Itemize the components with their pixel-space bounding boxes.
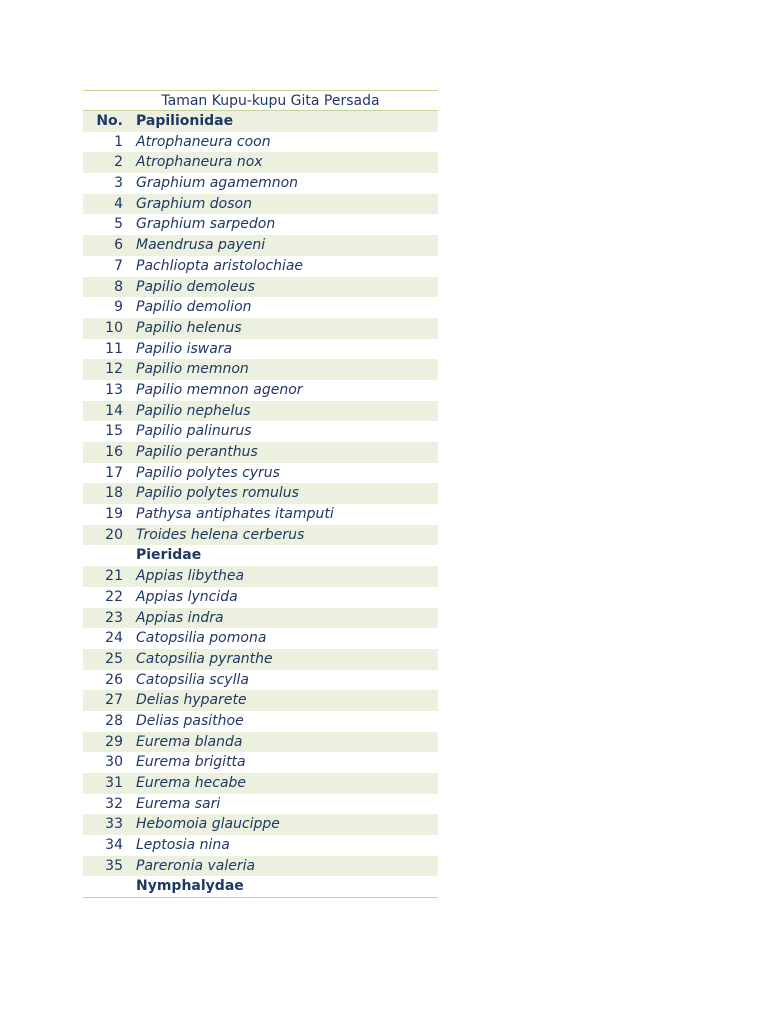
species-name: Papilio iswara xyxy=(136,340,233,357)
species-name: Papilio polytes cyrus xyxy=(136,464,280,481)
table-row xyxy=(83,421,438,442)
species-table xyxy=(83,90,438,898)
table-row xyxy=(83,235,438,256)
species-name: Delias hyparete xyxy=(136,692,247,709)
row-number: 32 xyxy=(105,795,123,812)
header-family: Papilionidae xyxy=(136,113,234,129)
bottom-rule xyxy=(83,897,438,898)
table-row xyxy=(83,339,438,360)
table-row xyxy=(83,297,438,318)
species-name: Papilio helenus xyxy=(136,319,242,336)
table-row xyxy=(83,277,438,298)
row-number: 31 xyxy=(105,775,123,791)
species-name: Atrophaneura nox xyxy=(136,154,263,171)
species-name: Catopsilia pyranthe xyxy=(136,650,273,667)
species-name: Papilio polytes romulus xyxy=(136,485,299,502)
table-row xyxy=(83,711,438,732)
species-name: Papilio demolion xyxy=(136,299,252,316)
species-name: Pathysa antiphates itamputi xyxy=(136,506,334,523)
table-row xyxy=(83,856,438,877)
row-number: 25 xyxy=(105,650,123,667)
table-row xyxy=(83,359,438,380)
table-header-row xyxy=(83,111,438,132)
species-name: Atrophaneura coon xyxy=(136,133,271,150)
row-number: 14 xyxy=(105,402,123,419)
species-name: Leptosia nina xyxy=(136,837,230,854)
row-number: 10 xyxy=(105,319,123,336)
table-row xyxy=(83,463,438,484)
row-number: 22 xyxy=(105,588,123,605)
species-name: Eurema brigitta xyxy=(136,754,246,771)
species-name: Papilio peranthus xyxy=(136,444,258,460)
table-body xyxy=(83,132,438,897)
species-name: Catopsilia scylla xyxy=(136,671,249,688)
table-row xyxy=(83,132,438,153)
species-name: Papilio memnon xyxy=(136,361,249,378)
species-name: Papilio nephelus xyxy=(136,402,251,419)
row-number: 12 xyxy=(105,361,123,378)
family-row xyxy=(83,876,438,897)
table-row xyxy=(83,152,438,173)
row-number: 30 xyxy=(105,754,123,771)
table-row xyxy=(83,835,438,856)
table-row xyxy=(83,608,438,629)
row-number: 27 xyxy=(105,692,123,709)
table-row xyxy=(83,318,438,339)
species-name: Eurema hecabe xyxy=(136,775,247,791)
species-name: Pareronia valeria xyxy=(136,857,256,874)
row-number: 18 xyxy=(105,485,123,502)
species-name: Graphium agamemnon xyxy=(136,175,299,192)
row-number: 9 xyxy=(114,299,123,316)
table-row xyxy=(83,814,438,835)
row-number: 1 xyxy=(114,133,123,150)
row-number: 34 xyxy=(105,837,123,854)
table-row xyxy=(83,690,438,711)
row-number: 4 xyxy=(114,195,123,212)
family-name: Nymphalydae xyxy=(136,878,244,895)
species-name: Hebomoia glaucippe xyxy=(136,816,280,833)
table-row xyxy=(83,752,438,773)
row-number: 11 xyxy=(105,340,123,357)
species-name: Papilio palinurus xyxy=(136,423,252,440)
table-row xyxy=(83,732,438,753)
row-number: 24 xyxy=(105,630,123,647)
row-number xyxy=(83,545,123,566)
row-number: 35 xyxy=(105,857,123,874)
row-number: 17 xyxy=(105,464,123,481)
family-row xyxy=(83,545,438,566)
row-number: 20 xyxy=(105,526,123,543)
table-row xyxy=(83,401,438,422)
row-number: 6 xyxy=(114,237,123,254)
header-no: No. xyxy=(96,113,123,129)
species-name: Troides helena cerberus xyxy=(136,526,305,543)
row-number: 29 xyxy=(105,733,123,750)
row-number: 2 xyxy=(114,154,123,171)
table-row xyxy=(83,794,438,815)
table-row xyxy=(83,380,438,401)
row-number: 28 xyxy=(105,712,123,729)
row-number: 16 xyxy=(105,444,123,460)
species-name: Eurema blanda xyxy=(136,733,243,750)
row-number: 26 xyxy=(105,671,123,688)
table-row xyxy=(83,525,438,546)
species-name: Graphium sarpedon xyxy=(136,216,276,233)
table-row xyxy=(83,587,438,608)
species-name: Catopsilia pomona xyxy=(136,630,267,647)
table-row xyxy=(83,628,438,649)
table-row xyxy=(83,483,438,504)
table-row xyxy=(83,504,438,525)
table-row xyxy=(83,649,438,670)
table-row xyxy=(83,442,438,463)
species-name: Appias lyncida xyxy=(136,588,238,605)
species-name: Papilio memnon agenor xyxy=(136,381,303,398)
table-row xyxy=(83,173,438,194)
table-row xyxy=(83,566,438,587)
row-number: 19 xyxy=(105,506,123,523)
row-number: 13 xyxy=(105,381,123,398)
row-number: 5 xyxy=(114,216,123,233)
table-row xyxy=(83,194,438,215)
species-name: Eurema sari xyxy=(136,795,221,812)
row-number: 7 xyxy=(114,257,123,274)
table-title: Taman Kupu-kupu Gita Persada xyxy=(83,90,438,111)
species-name: Maendrusa payeni xyxy=(136,237,266,254)
row-number: 8 xyxy=(114,278,123,295)
row-number: 3 xyxy=(114,175,123,192)
table-row xyxy=(83,670,438,691)
family-name: Pieridae xyxy=(136,547,202,564)
table-row xyxy=(83,214,438,235)
row-number xyxy=(83,876,123,897)
species-name: Appias libythea xyxy=(136,568,245,585)
species-name: Pachliopta aristolochiae xyxy=(136,257,304,274)
row-number: 33 xyxy=(105,816,123,833)
table-row xyxy=(83,773,438,794)
row-number: 15 xyxy=(105,423,123,440)
species-name: Papilio demoleus xyxy=(136,278,255,295)
species-name: Delias pasithoe xyxy=(136,712,244,729)
table-row xyxy=(83,256,438,277)
species-name: Graphium doson xyxy=(136,195,252,212)
species-name: Appias indra xyxy=(136,609,224,626)
row-number: 23 xyxy=(105,609,123,626)
row-number: 21 xyxy=(105,568,123,585)
